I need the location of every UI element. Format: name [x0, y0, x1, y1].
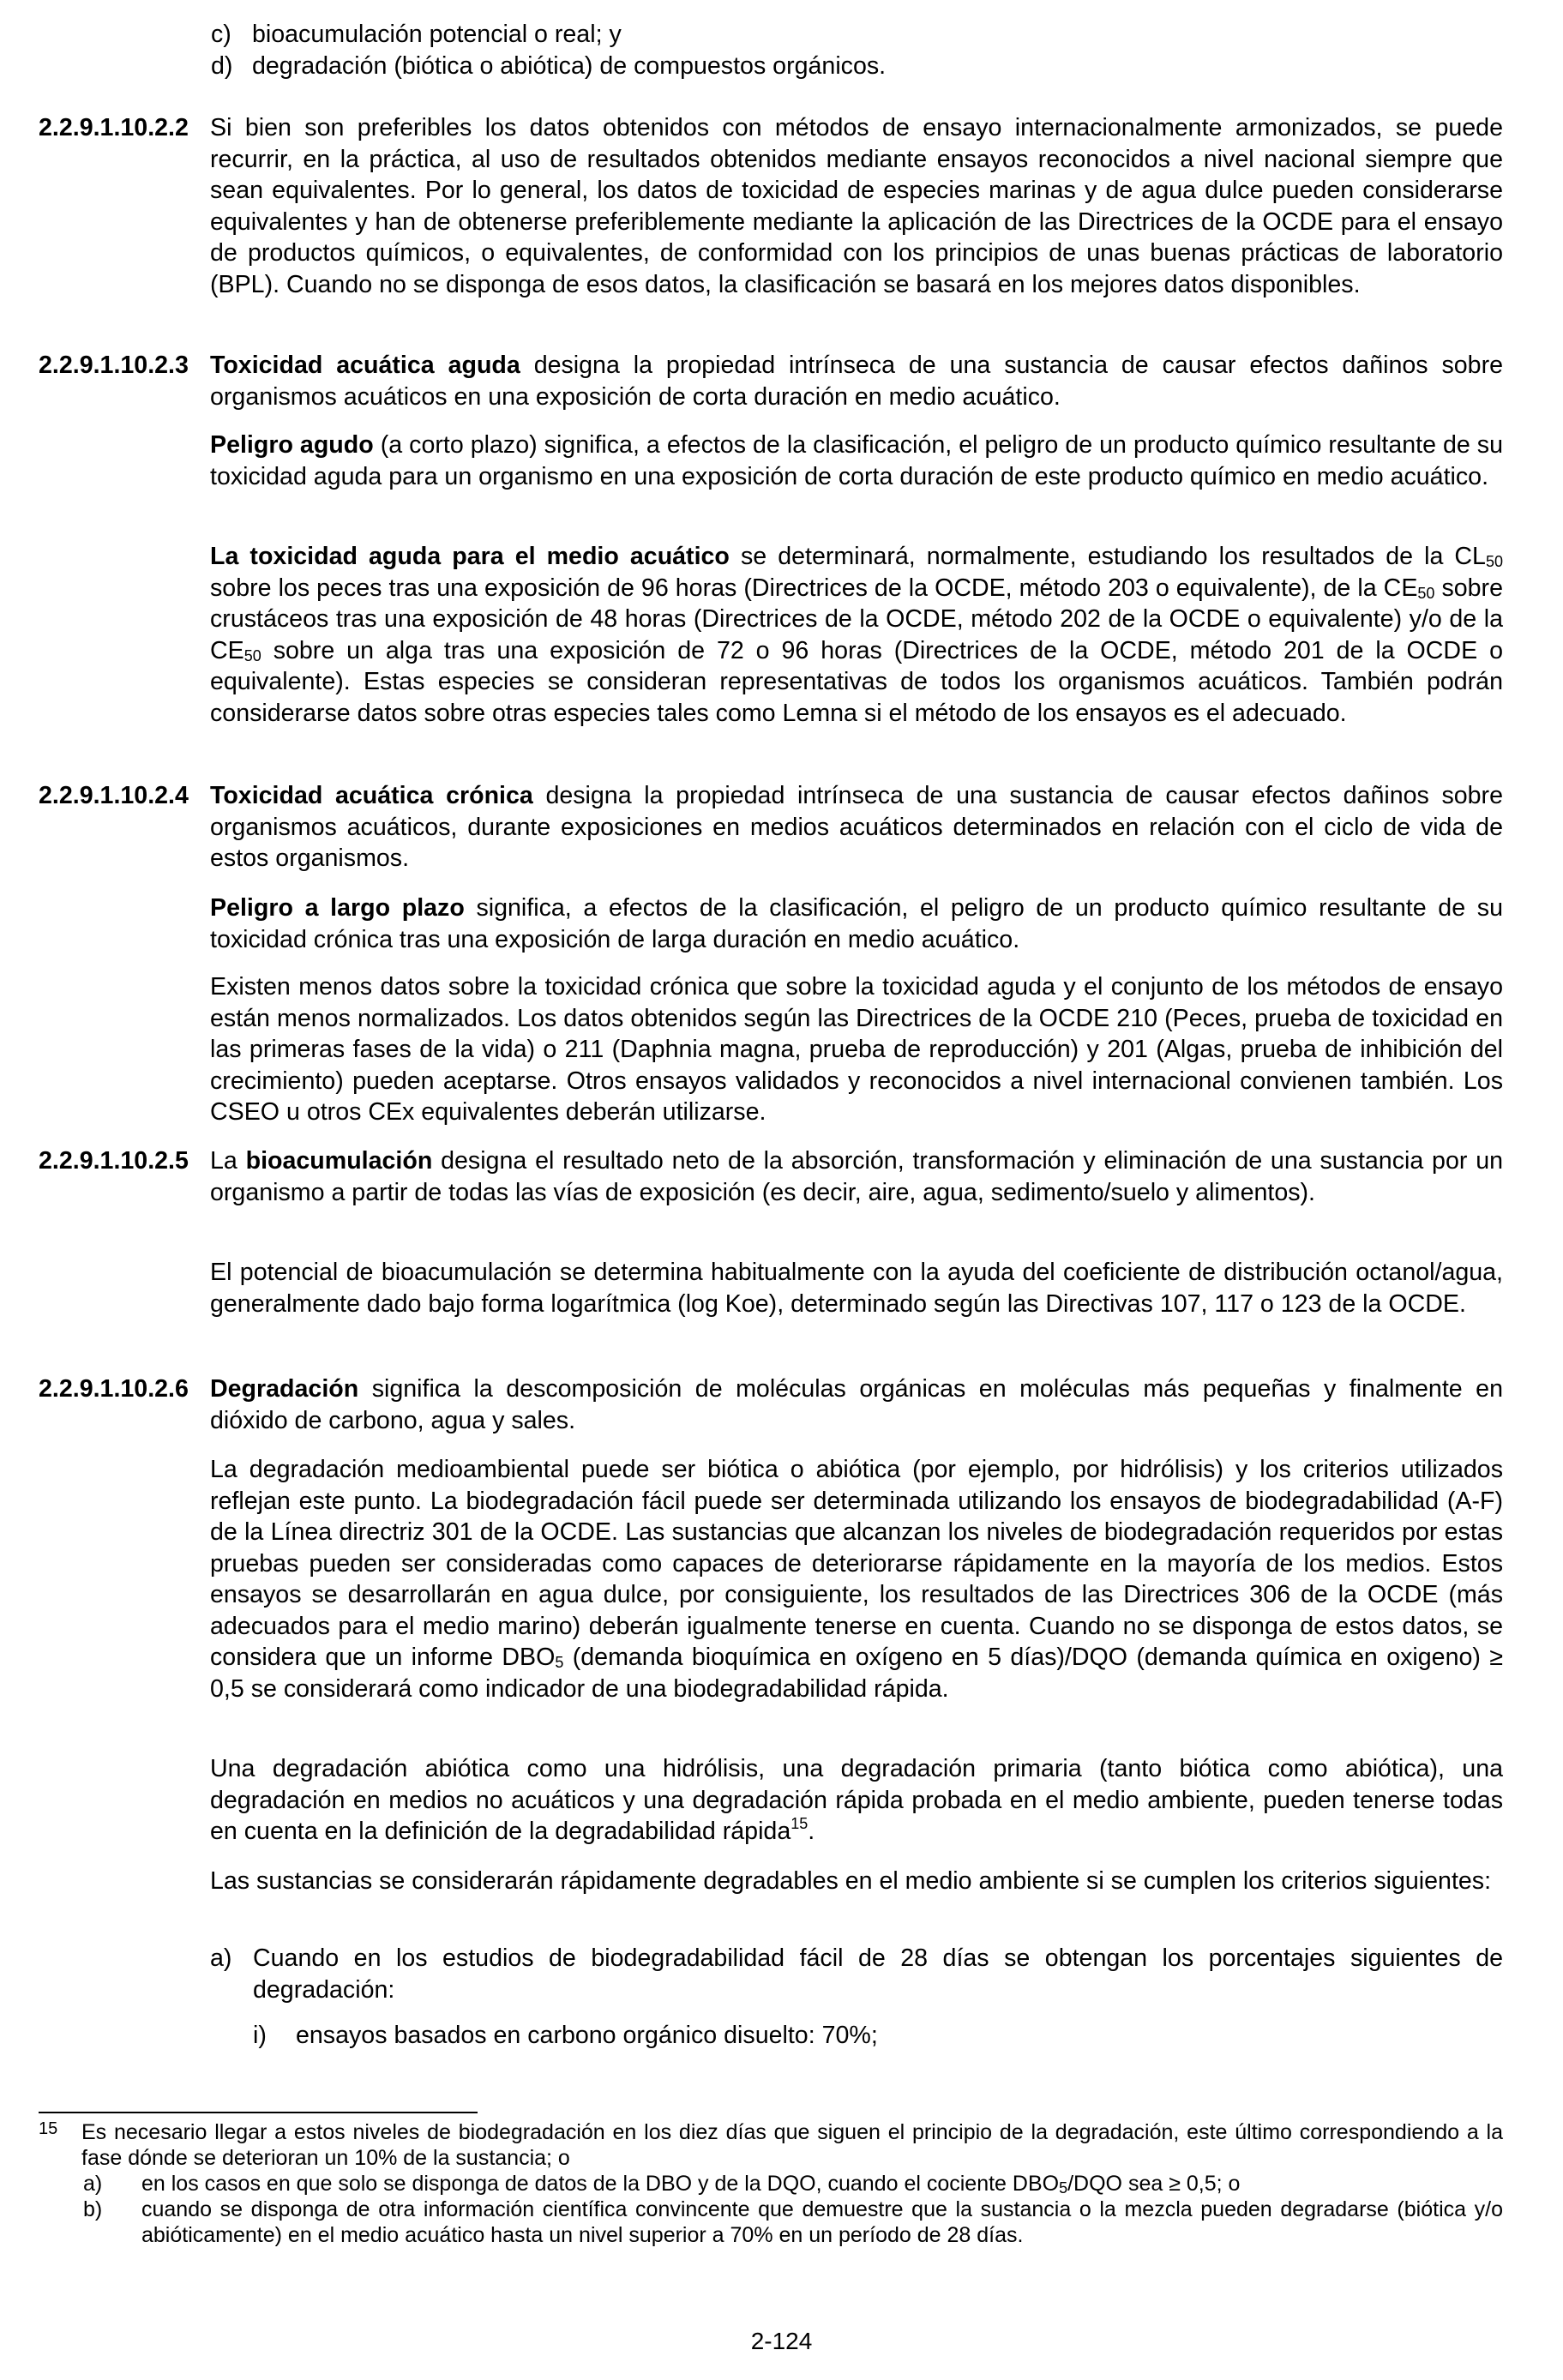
paragraph-text: Una degradación abiótica como una hidrólisis, una degradación primaria (tanto biótica como abiótica), una degradación en medios no acuáticos y una degradación rápida probada en el medio ambiente, pueden tenerse todas en cuenta en la definición de la degradabilidad rápida: [210, 1755, 1503, 1845]
section-2-6: [39, 1373, 1503, 1436]
subscript: 5: [1059, 2179, 1068, 2197]
section-2-4: [39, 780, 1503, 874]
section-number: 2.2.9.1.10.2.3: [39, 352, 189, 379]
subscript: 5: [555, 1654, 564, 1671]
list-item-text: Cuando en los estudios de biodegradabilidad fácil de 28 días se obtengan los porcentajes siguientes de degradación:: [253, 1944, 1503, 2004]
defined-term: bioacumulación: [245, 1147, 433, 1175]
footnote-item-label: a): [83, 2172, 103, 2196]
footnote-ref[interactable]: 15: [791, 1815, 809, 1832]
section-number: 2.2.9.1.10.2.6: [39, 1375, 189, 1403]
paragraph: [210, 541, 1503, 729]
paragraph: El potencial de bioacumulación se determina habitualmente con la ayuda del coeficiente de distribución octanol/agua, generalmente dado bajo forma logarítmica (log Koe), determinado según las Directivas 107, 117 o 123 de la OCDE.: [210, 1259, 1503, 1318]
paragraph-text: .: [808, 1818, 815, 1845]
section-number: 2.2.9.1.10.2.2: [39, 114, 189, 141]
section-2-2: [39, 112, 1503, 300]
paragraph-text: sobre crustáceos tras una exposición de 48 horas (Directrices de la OCDE, método 202 de la OCDE o equivalente) y/o de la CE: [210, 574, 1503, 664]
paragraph-text: sobre un alga tras una exposición de 72 o 96 horas (Directrices de la OCDE, método 201 de la OCDE o equivalente). Estas especies se consideran representativas de todos los organismos acuáticos. También podrán considerarse datos sobre otras especies tales como Lemna si el método de los ensayos es el adecuado.: [210, 636, 1503, 727]
subscript: 50: [1485, 553, 1503, 570]
section-2-5: [39, 1145, 1503, 1208]
section-number: 2.2.9.1.10.2.4: [39, 782, 189, 809]
footnote-item: [83, 2171, 1503, 2197]
paragraph-text: (demanda bioquímica en oxígeno en 5 días)/DQO (demanda química en oxigeno) ≥ 0,5 se considerará como indicador de una biodegradabilidad rápida.: [210, 1644, 1503, 1703]
section-2-3: [39, 350, 1503, 412]
paragraph: [210, 1454, 1503, 1704]
paragraph: [210, 1373, 1503, 1436]
paragraph: [210, 1145, 1503, 1208]
paragraph-text: significa la descomposición de moléculas orgánicas en moléculas más pequeñas y finalmente en dióxido de carbono, agua y sales.: [210, 1375, 1503, 1434]
paragraph-text: designa la propiedad intrínseca de una sustancia de causar efectos dañinos sobre organismos acuáticos en una exposición de corta duración en medio acuático.: [210, 352, 1503, 411]
footnote-item-label: b): [83, 2197, 103, 2221]
list-item-label: a): [210, 1944, 232, 1972]
top-list: [211, 19, 1497, 81]
list-item: [253, 2020, 1503, 2052]
paragraph: [210, 780, 1503, 874]
paragraph: Si bien son preferibles los datos obtenidos con métodos de ensayo internacionalmente armonizados, se puede recurrir, en la práctica, al uso de resultados obtenidos mediante ensayos reconocidos a nivel nacional siempre que sean equivalentes. Por lo general, los datos de toxicidad de especies marinas y de agua dulce pueden considerarse equivalentes y han de obtenerse preferiblemente mediante la aplicación de las Directrices de la OCDE para el ensayo de productos químicos, o equivalentes, de conformidad con los principios de unas buenas prácticas de laboratorio (BPL). Cuando no se disponga de esos datos, la clasificación se basará en los mejores datos disponibles.: [210, 114, 1503, 298]
list-item-text: ensayos basados en carbono orgánico disuelto: 70%;: [296, 2022, 878, 2049]
paragraph: [210, 430, 1503, 492]
list-item-label: c): [211, 21, 231, 48]
section-number: 2.2.9.1.10.2.5: [39, 1147, 189, 1175]
subscript: 50: [243, 646, 262, 664]
section-body: [210, 1373, 1503, 1436]
footnote-item-text: [141, 2171, 1503, 2197]
paragraph: [210, 892, 1503, 955]
list-item: [211, 19, 1497, 51]
defined-term: Toxicidad acuática aguda: [210, 352, 520, 379]
defined-term: La toxicidad aguda para el medio acuático: [210, 543, 730, 570]
defined-term: Degradación: [210, 1375, 359, 1403]
paragraph-text: La: [210, 1147, 246, 1175]
footnote-item-text: cuando se disponga de otra información científica convincente que demuestre que la sustancia o la mezcla pueden degradarse (biótica y/o abióticamente) en el medio acuático hasta un nivel superior a 70% en un período de 28 días.: [141, 2197, 1503, 2247]
paragraph-text: sobre los peces tras una exposición de 96 horas (Directrices de la OCDE, método 203 o equivalente), de la CE: [210, 574, 1418, 602]
paragraph: Las sustancias se considerarán rápidamente degradables en el medio ambiente si se cumplen los criterios siguientes:: [210, 1867, 1492, 1895]
paragraph-text: La degradación medioambiental puede ser biótica o abiótica (por ejemplo, por hidrólisis) y los criterios utilizados reflejan este punto. La biodegradación fácil puede ser determinada utilizando los ensayos de biodegradabilidad (A-F) de la Línea directriz 301 de la OCDE. Las sustancias que alcanzan los niveles de biodegradación requeridos por estas pruebas pueden ser consideradas como capaces de deteriorarse rápidamente en la mayoría de los medios. Estos ensayos se desarrollarán en agua dulce, por consiguiente, los resultados de las Directrices 306 de la OCDE (más adecuados para el medio marino) deberán igualmente tenerse en cuenta. Cuando no se disponga de estos datos, se considera que un informe DBO: [210, 1456, 1503, 1671]
footnote-separator: [39, 2112, 478, 2113]
list-item: [210, 1943, 1503, 2005]
defined-term: Peligro a largo plazo: [210, 894, 465, 922]
footnote-mark: 15: [39, 2119, 58, 2138]
section-body: [210, 1145, 1503, 1208]
footnote-text: /DQO sea ≥ 0,5; o: [1067, 2172, 1241, 2196]
list-item-label: i): [253, 2022, 267, 2049]
subscript: 50: [1417, 584, 1435, 602]
section-body: [210, 112, 1503, 300]
paragraph-text: designa el resultado neto de la absorción, transformación y eliminación de una sustancia por un organismo a partir de todas las vías de exposición (es decir, aire, agua, sedimento/suelo y alimentos).: [210, 1147, 1503, 1206]
paragraph-text: designa la propiedad intrínseca de una sustancia de causar efectos dañinos sobre organismos acuáticos, durante exposiciones en medios acuáticos determinados en relación con el ciclo de vida de estos organismos.: [210, 782, 1503, 872]
paragraph-text: significa, a efectos de la clasificación, el peligro de un producto químico resultante de su toxicidad crónica tras una exposición de larga duración en medio acuático.: [210, 894, 1503, 953]
footnote-text: Es necesario llegar a estos niveles de biodegradación en los diez días que siguen el principio de la degradación, este último correspondiendo a la fase dónde se deterioran un 10% de la sustancia; o: [81, 2120, 1503, 2170]
footnote: [39, 2119, 1503, 2248]
paragraph: Existen menos datos sobre la toxicidad crónica que sobre la toxicidad aguda y el conjunto de los métodos de ensayo están menos normalizados. Los datos obtenidos según las Directrices de la OCDE 210 (Peces, prueba de toxicidad en las primeras fases de la vida) o 211 (Daphnia magna, prueba de reproducción) y 201 (Algas, prueba de inhibición del crecimiento) pueden aceptarse. Otros ensayos validados y reconocidos a nivel internacional convienen también. Los CSEO u otros CEx equivalentes deberán utilizarse.: [210, 973, 1503, 1126]
list-item-label: d): [211, 51, 233, 80]
list-item-text: bioacumulación potencial o real; y: [252, 21, 622, 48]
page-number: 2-124: [750, 2328, 813, 2354]
paragraph-text: se determinará, normalmente, estudiando los resultados de la CL: [729, 543, 1486, 570]
section-body: [210, 780, 1503, 874]
list-item: [211, 51, 1497, 82]
footnote-item: [83, 2197, 1503, 2248]
paragraph: [210, 1753, 1503, 1848]
defined-term: Toxicidad acuática crónica: [210, 782, 533, 809]
list-item-text: degradación (biótica o abiótica) de compuestos orgánicos.: [252, 51, 887, 80]
section-body: [210, 350, 1503, 412]
paragraph: [210, 350, 1503, 412]
defined-term: Peligro agudo: [210, 431, 374, 459]
paragraph-text: (a corto plazo) significa, a efectos de la clasificación, el peligro de un producto químico resultante de su toxicidad aguda para un organismo en una exposición de corta duración de este producto químico en medio acuático.: [210, 431, 1504, 490]
footnote-head: [39, 2119, 1503, 2171]
footnote-text: en los casos en que solo se disponga de datos de la DBO y de la DQO, cuando el cociente DBO: [141, 2172, 1060, 2196]
